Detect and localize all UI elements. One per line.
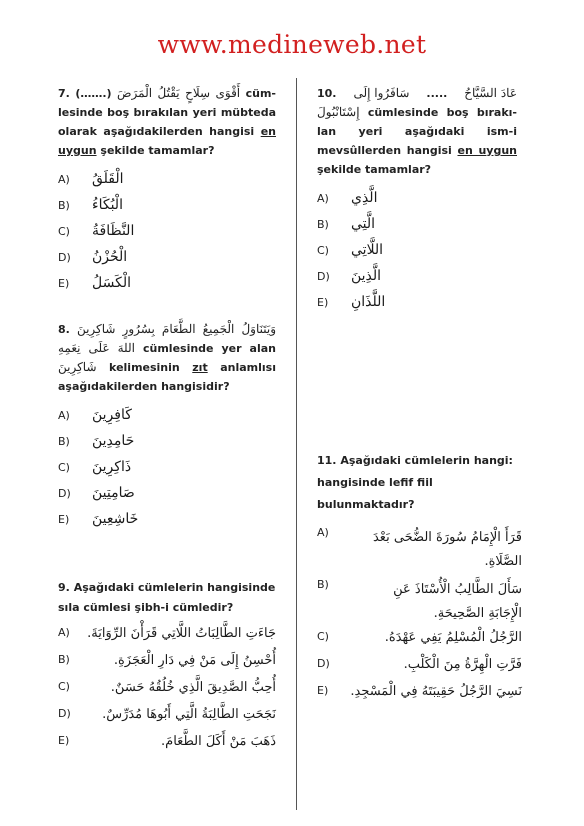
- question-8-text: [58, 320, 276, 396]
- option-label: C): [58, 460, 70, 474]
- stem-part: cümlesinde boş bırakı-: [367, 106, 517, 119]
- option-e[interactable]: [58, 734, 276, 761]
- option-value: الرَّجُلُ الْمُسْلِمُ يَفِي عَهْدَهُ.: [384, 630, 522, 645]
- option-label: D): [58, 250, 71, 264]
- option-label: E): [58, 276, 70, 290]
- site-header[interactable]: www.medineweb.net: [157, 30, 427, 59]
- option-label: C): [58, 680, 70, 693]
- question-7: [58, 84, 276, 296]
- question-number: 11.: [317, 454, 337, 467]
- option-value: الْبُكَاءُ: [92, 197, 123, 213]
- arabic-sentence: وَيَتَنَاوَلُ الْجَمِيعُ الطَّعَامَ بِسُرُورٍ شَاكِرِينَ اللهَ عَلَى نِعَمِهِ: [58, 322, 276, 355]
- option-value: ذَهَبَ مَنْ أَكَلَ الطَّعَامَ.: [161, 734, 276, 749]
- question-number: 8.: [58, 323, 70, 336]
- option-label: A): [58, 626, 70, 639]
- option-value: فَرَّتِ الْهِرَّةُ مِنَ الْكَلْبِ.: [403, 657, 522, 672]
- option-e[interactable]: [317, 289, 517, 315]
- option-value: جَاءَتِ الطَّالِبَاتُ اللَّاتِي قَرَأْنَ الرِّوَايَةَ.: [87, 626, 276, 641]
- option-value: النَّظَافَةُ: [92, 223, 135, 239]
- stem-part: anlamlısı aşağıdakilerden hangisidir?: [58, 361, 276, 393]
- option-label: E): [317, 684, 329, 697]
- option-value: نَسِيَ الرَّجُلُ حَقِيبَتَهُ فِي الْمَسْجِدِ.: [350, 684, 522, 699]
- question-9: [58, 578, 276, 761]
- option-value: حَامِدِينَ: [92, 433, 135, 449]
- emphasis-underline: en uygun: [58, 125, 276, 157]
- blank: (…….): [75, 87, 112, 100]
- option-label: E): [317, 295, 329, 309]
- option-value: الْكَسَلُ: [92, 275, 131, 291]
- option-value: أُحْسِنُ إِلَى مَنْ فِي دَارِ الْعَجَزَةِ.: [113, 653, 276, 668]
- option-a[interactable]: [58, 166, 276, 192]
- emphasis-underline: zıt: [192, 361, 208, 374]
- option-c[interactable]: [58, 218, 276, 244]
- option-b[interactable]: [317, 211, 517, 237]
- emphasis-underline: en uygun: [457, 144, 517, 157]
- option-e[interactable]: [58, 270, 276, 296]
- option-value: نَجَحَتِ الطَّالِبَةُ الَّتِي أَبُوهَا مُدَرِّسٌ.: [102, 707, 276, 722]
- options-list: [58, 166, 276, 296]
- option-label: C): [58, 224, 70, 238]
- question-8: [58, 320, 276, 532]
- option-b[interactable]: [317, 578, 522, 630]
- option-label: B): [58, 653, 70, 666]
- option-value: صَامِتِينَ: [92, 485, 135, 501]
- option-label: B): [317, 217, 329, 231]
- option-label: D): [58, 486, 71, 500]
- option-label: A): [58, 408, 70, 422]
- option-value: سَأَلَ الطَّالِبُ الْأُسْتَاذَ عَنِ الْإِجَابَةِ الصَّحِيحَةِ.: [393, 582, 522, 621]
- options-list: [58, 626, 276, 761]
- option-b[interactable]: [58, 428, 276, 454]
- option-label: E): [58, 734, 70, 747]
- question-7-text: [58, 84, 276, 160]
- arabic-part: عَادَ السَّيَّاحُ: [464, 86, 517, 100]
- question-11: [317, 450, 522, 711]
- options-list: [58, 402, 276, 532]
- blank: .....: [426, 87, 448, 100]
- option-label: A): [58, 172, 70, 186]
- option-a[interactable]: [58, 402, 276, 428]
- stem-part: şekilde tamamlar?: [100, 144, 215, 157]
- stem-part: şekilde tamamlar?: [317, 163, 432, 176]
- option-value: الَّذِينَ: [351, 268, 382, 284]
- option-label: B): [58, 198, 70, 212]
- question-number: 10.: [317, 87, 337, 100]
- stem-part: cümlesinde yer alan: [142, 342, 276, 355]
- question-11-text: [317, 450, 522, 516]
- option-value: الَّذِي: [351, 190, 378, 206]
- option-label: C): [317, 243, 329, 257]
- question-9-text: [58, 578, 276, 618]
- options-list: [317, 185, 517, 315]
- option-a[interactable]: [317, 526, 522, 578]
- question-10-text: [317, 84, 517, 179]
- option-b[interactable]: [58, 192, 276, 218]
- option-d[interactable]: [317, 263, 517, 289]
- option-label: E): [58, 512, 70, 526]
- arabic-sentence: أَقْوَى سِلَاحٍ يَقْتُلُ الْمَرَضَ: [117, 86, 241, 100]
- option-c[interactable]: [58, 680, 276, 707]
- option-label: A): [317, 191, 329, 205]
- option-d[interactable]: [58, 244, 276, 270]
- option-label: B): [317, 578, 329, 591]
- question-number: 7.: [58, 87, 70, 100]
- option-value: الَّتِي: [351, 216, 376, 232]
- option-label: A): [317, 526, 329, 539]
- column-divider: [296, 78, 297, 810]
- option-value: اللَّذَانِ: [351, 294, 386, 310]
- question-number: 9.: [58, 581, 70, 594]
- question-10-body: [317, 103, 517, 179]
- stem-part: lesinde boş bırakılan yeri mübteda olarak aşağıdakilerden hangisi: [58, 106, 276, 138]
- option-value: أُحِبُّ الصَّدِيقَ الَّذِي خُلُقُهُ حَسَنٌ.: [110, 680, 276, 695]
- option-c[interactable]: [317, 630, 522, 657]
- stem-part: cüm-: [245, 87, 276, 100]
- option-value: الْحُزْنُ: [92, 249, 128, 265]
- option-value: كَافِرِينَ: [92, 407, 132, 423]
- stem-part: Aşağıdaki cümlelerin hangi: hangisinde lefif fiil bulunmaktadır?: [317, 454, 513, 511]
- stem-part: Aşağıdaki cümlelerin hangisinde sıla cümlesi şibh-i cümledir?: [58, 581, 276, 614]
- arabic-word: إِسْتَانْبُولَ: [317, 105, 360, 119]
- option-d[interactable]: [58, 480, 276, 506]
- option-value: اللَّاتِي: [351, 242, 384, 258]
- option-label: D): [58, 707, 71, 720]
- option-c[interactable]: [317, 237, 517, 263]
- option-d[interactable]: [317, 657, 522, 684]
- question-10: [317, 84, 517, 315]
- option-a[interactable]: [317, 185, 517, 211]
- stem-part: kelimesinin: [109, 361, 180, 374]
- option-label: D): [317, 657, 330, 670]
- option-value: ذَاكِرِينَ: [92, 459, 132, 475]
- option-label: C): [317, 630, 329, 643]
- option-d[interactable]: [58, 707, 276, 734]
- option-value: الْقَلَقُ: [92, 171, 124, 187]
- question-10-line1: [317, 84, 517, 103]
- option-a[interactable]: [58, 626, 276, 653]
- arabic-part: سَافَرُوا إِلَى: [353, 86, 410, 100]
- option-label: D): [317, 269, 330, 283]
- arabic-word: شَاكِرِينَ: [58, 360, 97, 374]
- stem-part: lan yeri aşağıdaki ism-i mevsûllerden hangisi: [317, 125, 517, 157]
- option-value: خَاشِعِينَ: [92, 511, 139, 527]
- option-value: قَرَأَ الْإِمَامُ سُورَةَ الضُّحَى بَعْدَ الصَّلَاةِ.: [372, 530, 522, 569]
- option-c[interactable]: [58, 454, 276, 480]
- option-e[interactable]: [317, 684, 522, 711]
- option-label: B): [58, 434, 70, 448]
- option-b[interactable]: [58, 653, 276, 680]
- options-list: [317, 526, 522, 711]
- option-e[interactable]: [58, 506, 276, 532]
